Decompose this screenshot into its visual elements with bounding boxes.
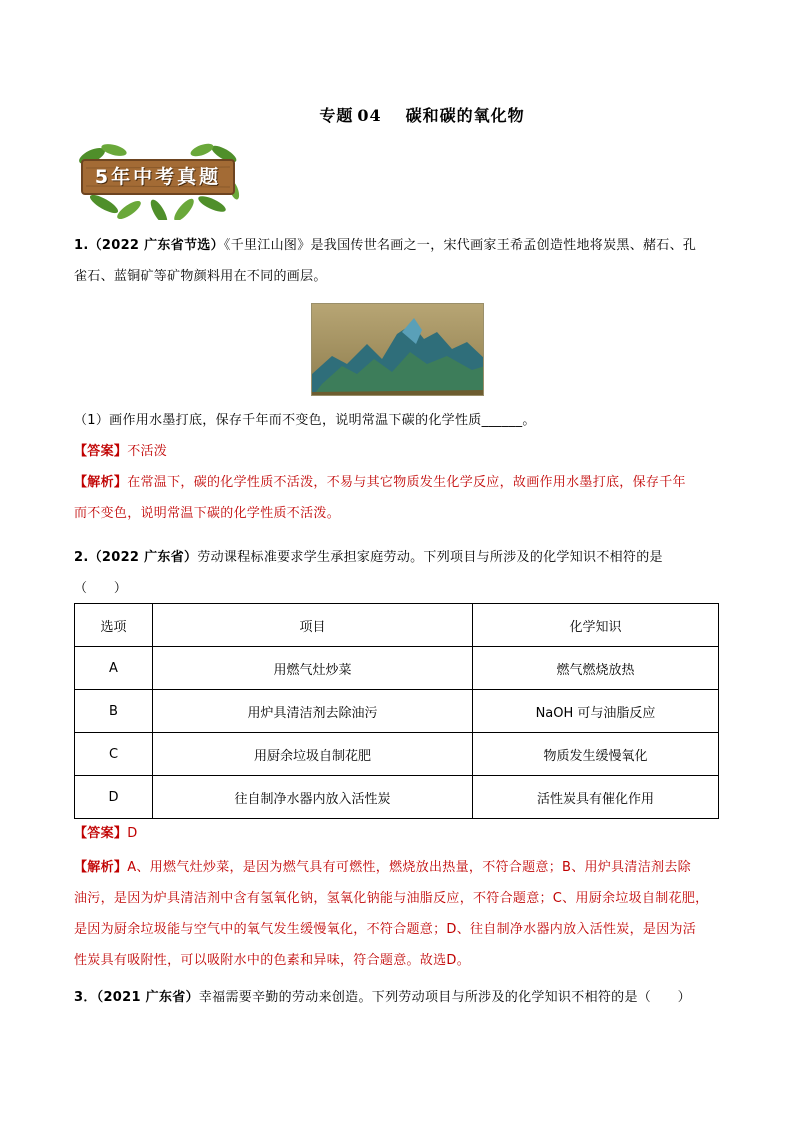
answer-label: 【答案】 [74,444,128,459]
qianli-jiangshan-painting [311,303,484,396]
table-cell: 燃气燃烧放热 [473,647,719,690]
table-cell: D [75,776,153,819]
analysis-line2: 而不变色，说明常温下碳的化学性质不活泼。 [74,506,341,521]
question-1-stem-line1: 《千里江山图》是我国传世名画之一，宋代画家王希孟创造性地将炭黑、赭石、孔 [223,238,697,253]
question-3-source: （2021 广东省） [96,990,199,1005]
table-header-cell: 项目 [153,604,473,647]
question-1-number: 1. [74,238,89,253]
table-cell: 用厨余垃圾自制花肥 [153,733,473,776]
question-3-stem-text: 幸福需要辛勤的劳动来创造。下列劳动项目与所涉及的化学知识不相符的是（ ） [198,990,691,1005]
question-2-stem-text: 劳动课程标准要求学生承担家庭劳动。下列项目与所涉及的化学知识不相符的是 [197,550,663,565]
question-1-sub1: （1）画作用水墨打底，保存千年而不变色，说明常温下碳的化学性质______。 [74,413,536,428]
question-1-stem-line2: 雀石、蓝铜矿等矿物颜料用在不同的画层。 [74,269,327,284]
landscape-painting-icon [312,304,484,396]
answer-text: D [127,826,138,841]
question-3-number: 3． [74,990,97,1005]
table-cell: 用炉具清洁剂去除油污 [153,690,473,733]
question-2-blank: （ ） [74,581,128,596]
question-2-table [74,603,719,819]
table-cell: C [75,733,153,776]
analysis-line4: 性炭具有吸附性，可以吸附水中的色素和异味，符合题意。故选D。 [74,953,471,968]
table-header-cell: 选项 [75,604,153,647]
five-year-exam-badge [74,142,242,220]
analysis-line3: 是因为厨余垃圾能与空气中的氧气发生缓慢氧化，不符合题意；D、往自制净水器内放入活性炭，是因为活 [74,922,697,937]
analysis-line1: A、用燃气灶炒菜，是因为燃气具有可燃性，燃烧放出热量，不符合题意；B、用炉具清洁剂去除 [127,860,691,875]
analysis-line1: 在常温下，碳的化学性质不活泼，不易与其它物质发生化学反应，故画作用水墨打底，保存千年 [127,475,686,490]
title-number: 04 [357,106,382,125]
table-cell: NaOH 可与油脂反应 [473,690,719,733]
table-cell: A [75,647,153,690]
analysis-line2: 油污，是因为炉具清洁剂中含有氢氧化钠，氢氧化钠能与油脂反应，不符合题意；C、用厨余垃圾自制花肥， [74,891,709,906]
question-1-analysis [74,467,724,529]
table-cell: 用燃气灶炒菜 [153,647,473,690]
analysis-label: 【解析】 [74,475,128,490]
question-2-answer [74,818,724,849]
table-cell: 往自制净水器内放入活性炭 [153,776,473,819]
question-3-stem [74,982,724,1013]
table-row [75,647,719,690]
question-1-answer [74,436,724,467]
table-row [75,733,719,776]
analysis-label: 【解析】 [74,860,128,875]
table-cell: 活性炭具有催化作用 [473,776,719,819]
table-cell: 物质发生缓慢氧化 [473,733,719,776]
page-title [0,103,794,126]
answer-text: 不活泼 [127,444,168,459]
table-header-cell: 化学知识 [473,604,719,647]
table-row [75,690,719,733]
question-1-source: （2022 广东省节选） [88,238,224,253]
title-prefix: 专题 [319,106,354,125]
table-header-row [75,604,719,647]
question-2-stem [74,542,724,604]
badge-text: 5年中考真题 [94,166,222,188]
question-2-source: （2022 广东省） [88,550,198,565]
question-2-analysis [74,852,724,976]
table-cell: B [75,690,153,733]
question-1-stem [74,230,724,292]
answer-label: 【答案】 [74,826,128,841]
title-topic: 碳和碳的氧化物 [405,106,525,125]
question-2-number: 2. [74,550,89,565]
table-row [75,776,719,819]
